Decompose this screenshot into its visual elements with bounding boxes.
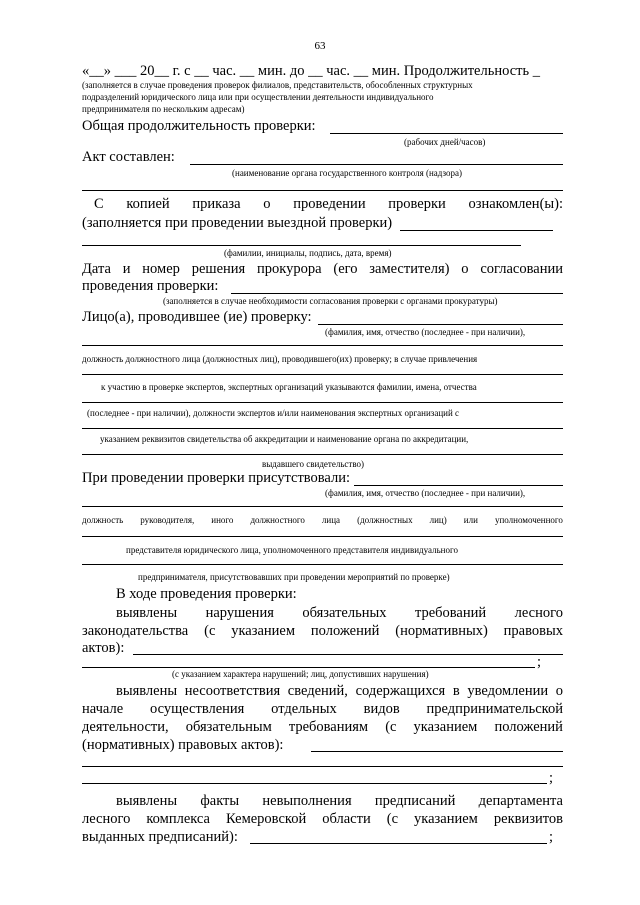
present-field[interactable] <box>354 485 563 486</box>
mismatch-field-2[interactable] <box>82 766 563 767</box>
mismatch-field[interactable] <box>311 751 563 752</box>
inspector-field-3[interactable] <box>82 374 563 375</box>
mismatch-line-1: выявлены несоответствия сведений, содержащихся в уведомлении о <box>116 683 563 699</box>
total-duration-label: Общая продолжительность проверки: <box>82 118 316 134</box>
nonfulfill-line-3: выданных предписаний): <box>82 829 238 845</box>
inspector-field-2[interactable] <box>82 345 563 346</box>
inspector-field-6[interactable] <box>82 454 563 455</box>
act-note: (наименование органа государственного контроля (надзора) <box>232 168 462 178</box>
violations-line-3: актов): <box>82 640 125 656</box>
inspector-label: Лицо(а), проводившее (ие) проверку: <box>82 309 312 325</box>
mismatch-field-3[interactable] <box>82 783 547 784</box>
present-note-3: представителя юридического лица, уполномоченного представителя индивидуального <box>126 545 458 555</box>
inspector-note-3: к участию в проверке экспертов, экспертных организаций указываются фамилии, имена, отчества <box>101 382 477 392</box>
nonfulfill-line-2: лесного комплекса Кемеровской области (с указанием реквизитов <box>82 811 563 827</box>
mismatch-line-3: деятельности, обязательным требованиям (с указанием положений <box>82 719 563 735</box>
nonfulfill-line-1: выявлены факты невыполнения предписаний департамента <box>116 793 563 809</box>
violations-semicolon: ; <box>537 654 542 670</box>
mismatch-semicolon: ; <box>549 770 554 786</box>
course-heading: В ходе проведения проверки: <box>116 586 297 602</box>
nonfulfill-semicolon: ; <box>549 829 554 845</box>
present-field-3[interactable] <box>82 536 563 537</box>
prosecutor-line-1: Дата и номер решения прокурора (его заместителя) о согласовании <box>82 261 563 277</box>
present-label: При проведении проверки присутствовали: <box>82 470 351 486</box>
mismatch-line-4: (нормативных) правовых актов): <box>82 737 284 753</box>
inspector-note-4: (последнее - при наличии), должности экспертов и/или наименования экспертных организаций с <box>87 408 460 418</box>
violations-note: (с указанием характера нарушений; лиц, допустивших нарушения) <box>172 669 429 679</box>
top-note-1: (заполняется в случае проведения проверок филиалов, представительств, обособленных структурных <box>82 80 473 90</box>
violations-field[interactable] <box>133 654 563 655</box>
act-label: Акт составлен: <box>82 149 175 165</box>
violations-line-1: выявлены нарушения обязательных требований лесного <box>116 605 563 621</box>
page-number: 63 <box>314 40 326 52</box>
violations-line-2: законодательства (с указанием положений (нормативных) правовых <box>82 623 563 639</box>
inspector-note-6: выдавшего свидетельство) <box>262 459 365 469</box>
prosecutor-field[interactable] <box>231 293 563 294</box>
inspector-field[interactable] <box>318 324 563 325</box>
present-note-2: должность руководителя, иного должностного лица (должностных лиц) или уполномоченного <box>82 515 563 525</box>
present-field-2[interactable] <box>82 506 563 507</box>
inspector-field-4[interactable] <box>82 402 563 403</box>
inspector-note-5: указанием реквизитов свидетельства об аккредитации и наименование органа по аккредитации, <box>100 434 469 444</box>
act-field-2[interactable] <box>82 190 563 191</box>
present-note-4: предпринимателя, присутствовавших при проведении мероприятий по проверке) <box>138 572 450 582</box>
date-time-line: «__» ___ 20__ г. с __ час. __ мин. до __ час. __ мин. Продолжительность _ <box>82 63 540 79</box>
order-field-2[interactable] <box>82 245 521 246</box>
nonfulfill-field[interactable] <box>250 843 547 844</box>
order-note: (фамилии, инициалы, подпись, дата, время) <box>224 248 392 258</box>
mismatch-line-2: начале осуществления отдельных видов предпринимательской <box>82 701 563 717</box>
inspector-note-1: (фамилия, имя, отчество (последнее - при наличии), <box>325 327 526 337</box>
top-note-2: подразделений юридического лица или при осуществлении деятельности индивидуального <box>82 92 434 102</box>
total-duration-field[interactable] <box>330 133 563 134</box>
prosecutor-note: (заполняется в случае необходимости согласования проверки с органами прокуратуры) <box>163 296 498 306</box>
violations-field-2[interactable] <box>82 667 535 668</box>
present-field-4[interactable] <box>82 564 563 565</box>
inspector-field-5[interactable] <box>82 428 563 429</box>
order-field[interactable] <box>400 230 553 231</box>
inspector-note-2: должность должностного лица (должностных лиц), проводившего(их) проверку; в случае привлечения <box>82 354 478 364</box>
prosecutor-line-2: проведения проверки: <box>82 278 219 294</box>
order-line-1: С копией приказа о проведении проверки ознакомлен(ы): <box>94 196 563 212</box>
order-line-2: (заполняется при проведении выездной проверки) <box>82 215 393 231</box>
top-note-3: предпринимателя по нескольким адресам) <box>82 104 245 114</box>
total-duration-note: (рабочих дней/часов) <box>404 137 486 147</box>
present-note-1: (фамилия, имя, отчество (последнее - при наличии), <box>325 488 526 498</box>
act-field[interactable] <box>190 164 563 165</box>
